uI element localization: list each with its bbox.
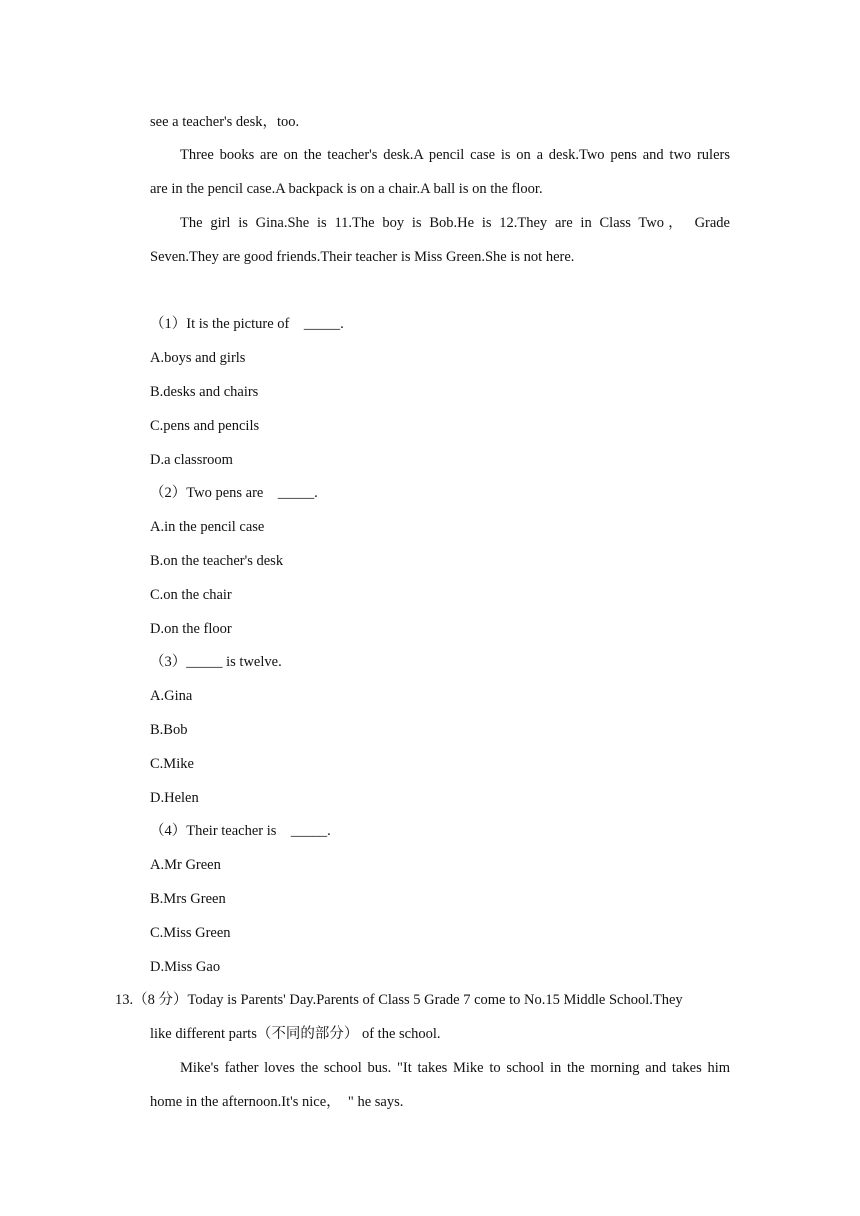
option-d: D.on the floor (150, 621, 232, 637)
option-a: A.in the pencil case (150, 519, 265, 535)
question-stem: （4）Their teacher is _____. (150, 823, 331, 839)
option-a: A.boys and girls (150, 350, 246, 366)
question-stem: （2）Two pens are _____. (150, 485, 318, 501)
option-a: A.Mr Green (150, 857, 221, 873)
option-a: A.Gina (150, 688, 193, 704)
option-d: D.Miss Gao (150, 959, 221, 975)
option-d: D.Helen (150, 790, 199, 806)
passage-line: see a teacher's desk，too. (150, 114, 300, 130)
passage-line: The girl is Gina.She is 11.The boy is Bob.He is 12.They are in Class Two， Grade (180, 215, 730, 231)
passage-line: Mike's father loves the school bus. "It takes Mike to school in the morning and takes him (180, 1060, 730, 1076)
option-b: B.on the teacher's desk (150, 553, 284, 569)
passage-line: like different parts（不同的部分） of the school. (150, 1026, 441, 1042)
passage-line: home in the afternoon.It's nice， " he says. (150, 1094, 404, 1110)
option-c: C.pens and pencils (150, 418, 260, 434)
question-stem: （1）It is the picture of _____. (150, 316, 344, 332)
option-b: B.Mrs Green (150, 891, 226, 907)
question-stem: （3）_____ is twelve. (150, 654, 282, 670)
option-d: D.a classroom (150, 452, 233, 468)
option-c: C.Mike (150, 756, 194, 772)
option-c: C.Miss Green (150, 925, 231, 941)
question-13-heading: 13.（8 分）Today is Parents' Day.Parents of Class 5 Grade 7 come to No.15 Middle School.They (115, 992, 683, 1008)
option-c: C.on the chair (150, 587, 232, 603)
passage-line: are in the pencil case.A backpack is on a chair.A ball is on the floor. (150, 181, 543, 197)
passage-line: Three books are on the teacher's desk.A pencil case is on a desk.Two pens and two rulers (180, 147, 730, 163)
option-b: B.Bob (150, 722, 188, 738)
passage-line: Seven.They are good friends.Their teacher is Miss Green.She is not here. (150, 249, 575, 265)
option-b: B.desks and chairs (150, 384, 259, 400)
